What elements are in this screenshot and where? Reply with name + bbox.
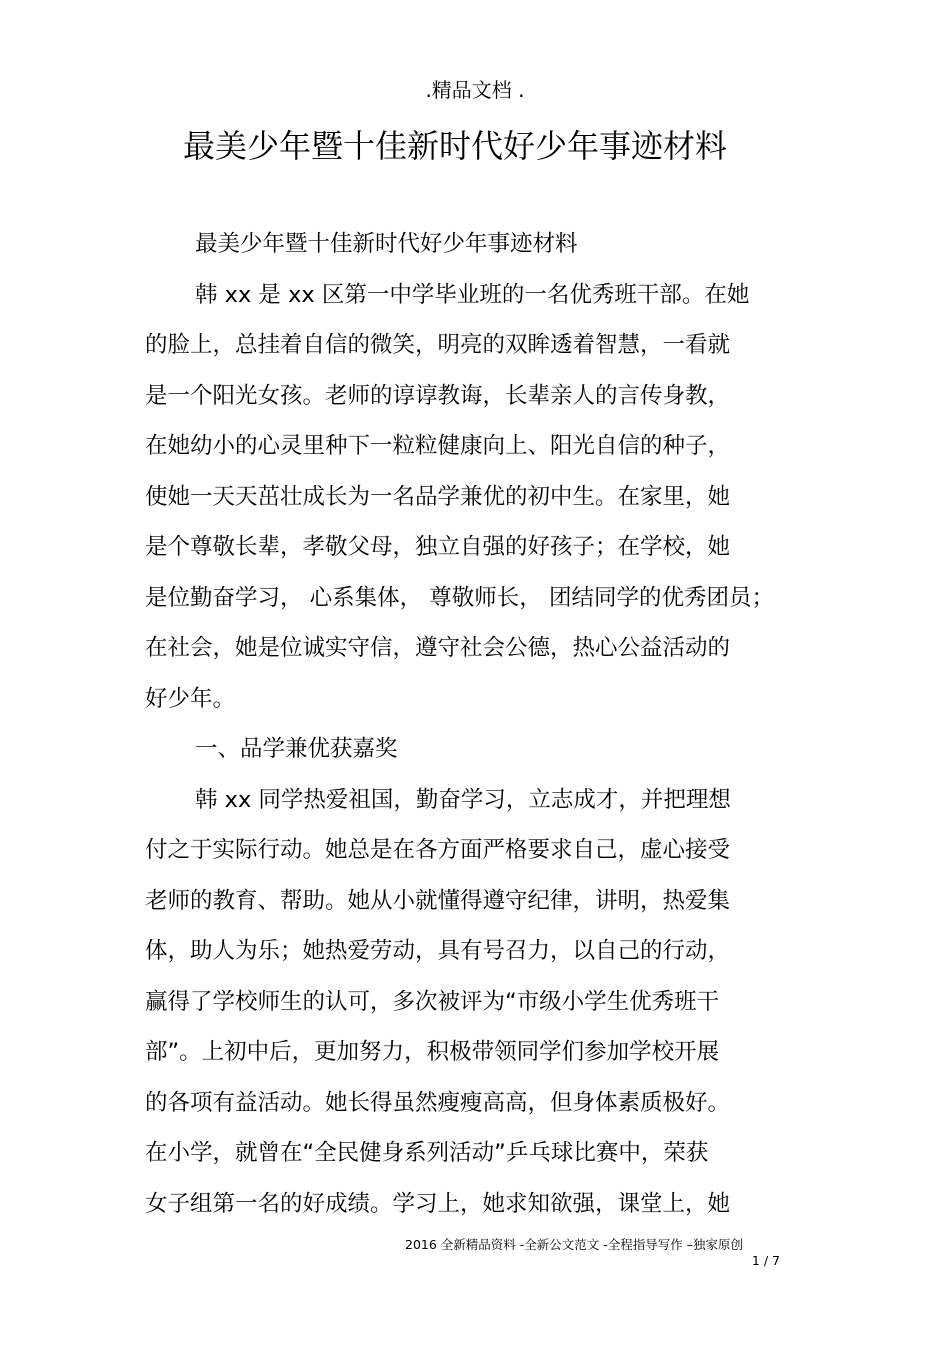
paragraph-line: 付之于实际行动。她总是在各方面严格要求自己，虚心接受: [145, 837, 731, 863]
page-number: 1 / 7: [751, 1253, 780, 1268]
paragraph-line: 在她幼小的心灵里种下一粒粒健康向上、阳光自信的种子，: [145, 433, 731, 459]
paragraph-line: 使她一天天茁壮成长为一名品学兼优的初中生。在家里，她: [145, 483, 731, 510]
paragraph-line: 韩 xx 同学热爱祖国，勤奋学习，立志成才，并把理想: [195, 786, 731, 813]
footer-text: 2016 全新精品资料 -全新公文范文 -全程指导写作 –独家原创: [405, 1237, 743, 1252]
subtitle-line: 最美少年暨十佳新时代好少年事迹材料: [195, 231, 578, 257]
paragraph-line: 是个尊敬长辈，孝敬父母，独立自强的好孩子；在学校，她: [145, 534, 731, 560]
paragraph-line: 的脸上，总挂着自信的微笑，明亮的双眸透着智慧，一看就: [145, 332, 731, 358]
document-title: 最美少年暨十佳新时代好少年事迹材料: [182, 127, 727, 165]
paragraph-line: 是一个阳光女孩。老师的谆谆教诲，长辈亲人的言传身教，: [145, 382, 731, 409]
paragraph-line: 赢得了学校师生的认可，多次被评为“市级小学生优秀班干: [145, 988, 720, 1015]
paragraph-line: 老师的教育、帮助。她从小就懂得遵守纪律，讲明，热爱集: [145, 887, 731, 914]
paragraph-line: 韩 xx 是 xx 区第一中学毕业班的一名优秀班干部。在她: [195, 281, 750, 308]
paragraph-line: 部”。上初中后，更加努力，积极带领同学们参加学校开展: [145, 1039, 720, 1065]
paragraph-line: 好少年。: [145, 685, 236, 712]
paragraph-line: 体，助人为乐；她热爱劳动，具有号召力，以自己的行动，: [145, 938, 731, 964]
paragraph-line: 在社会，她是位诚实守信，遵守社会公德，热心公益活动的: [145, 635, 731, 661]
document-body: [145, 226, 785, 1236]
paragraph-line: 的各项有益活动。她长得虽然瘦瘦高高，但身体素质极好。: [145, 1089, 731, 1116]
paragraph-line: 是位勤奋学习， 心系集体， 尊敬师长， 团结同学的优秀团员；: [145, 584, 774, 611]
section-heading: 一、品学兼优获嘉奖: [195, 736, 398, 762]
paragraph-line: 女子组第一名的好成绩。学习上，她求知欲强，课堂上，她: [145, 1190, 731, 1217]
document-header: .精品文档 .: [425, 78, 525, 102]
paragraph-line: 在小学，就曾在“全民健身系列活动”乒乓球比赛中，荣获: [145, 1140, 709, 1166]
